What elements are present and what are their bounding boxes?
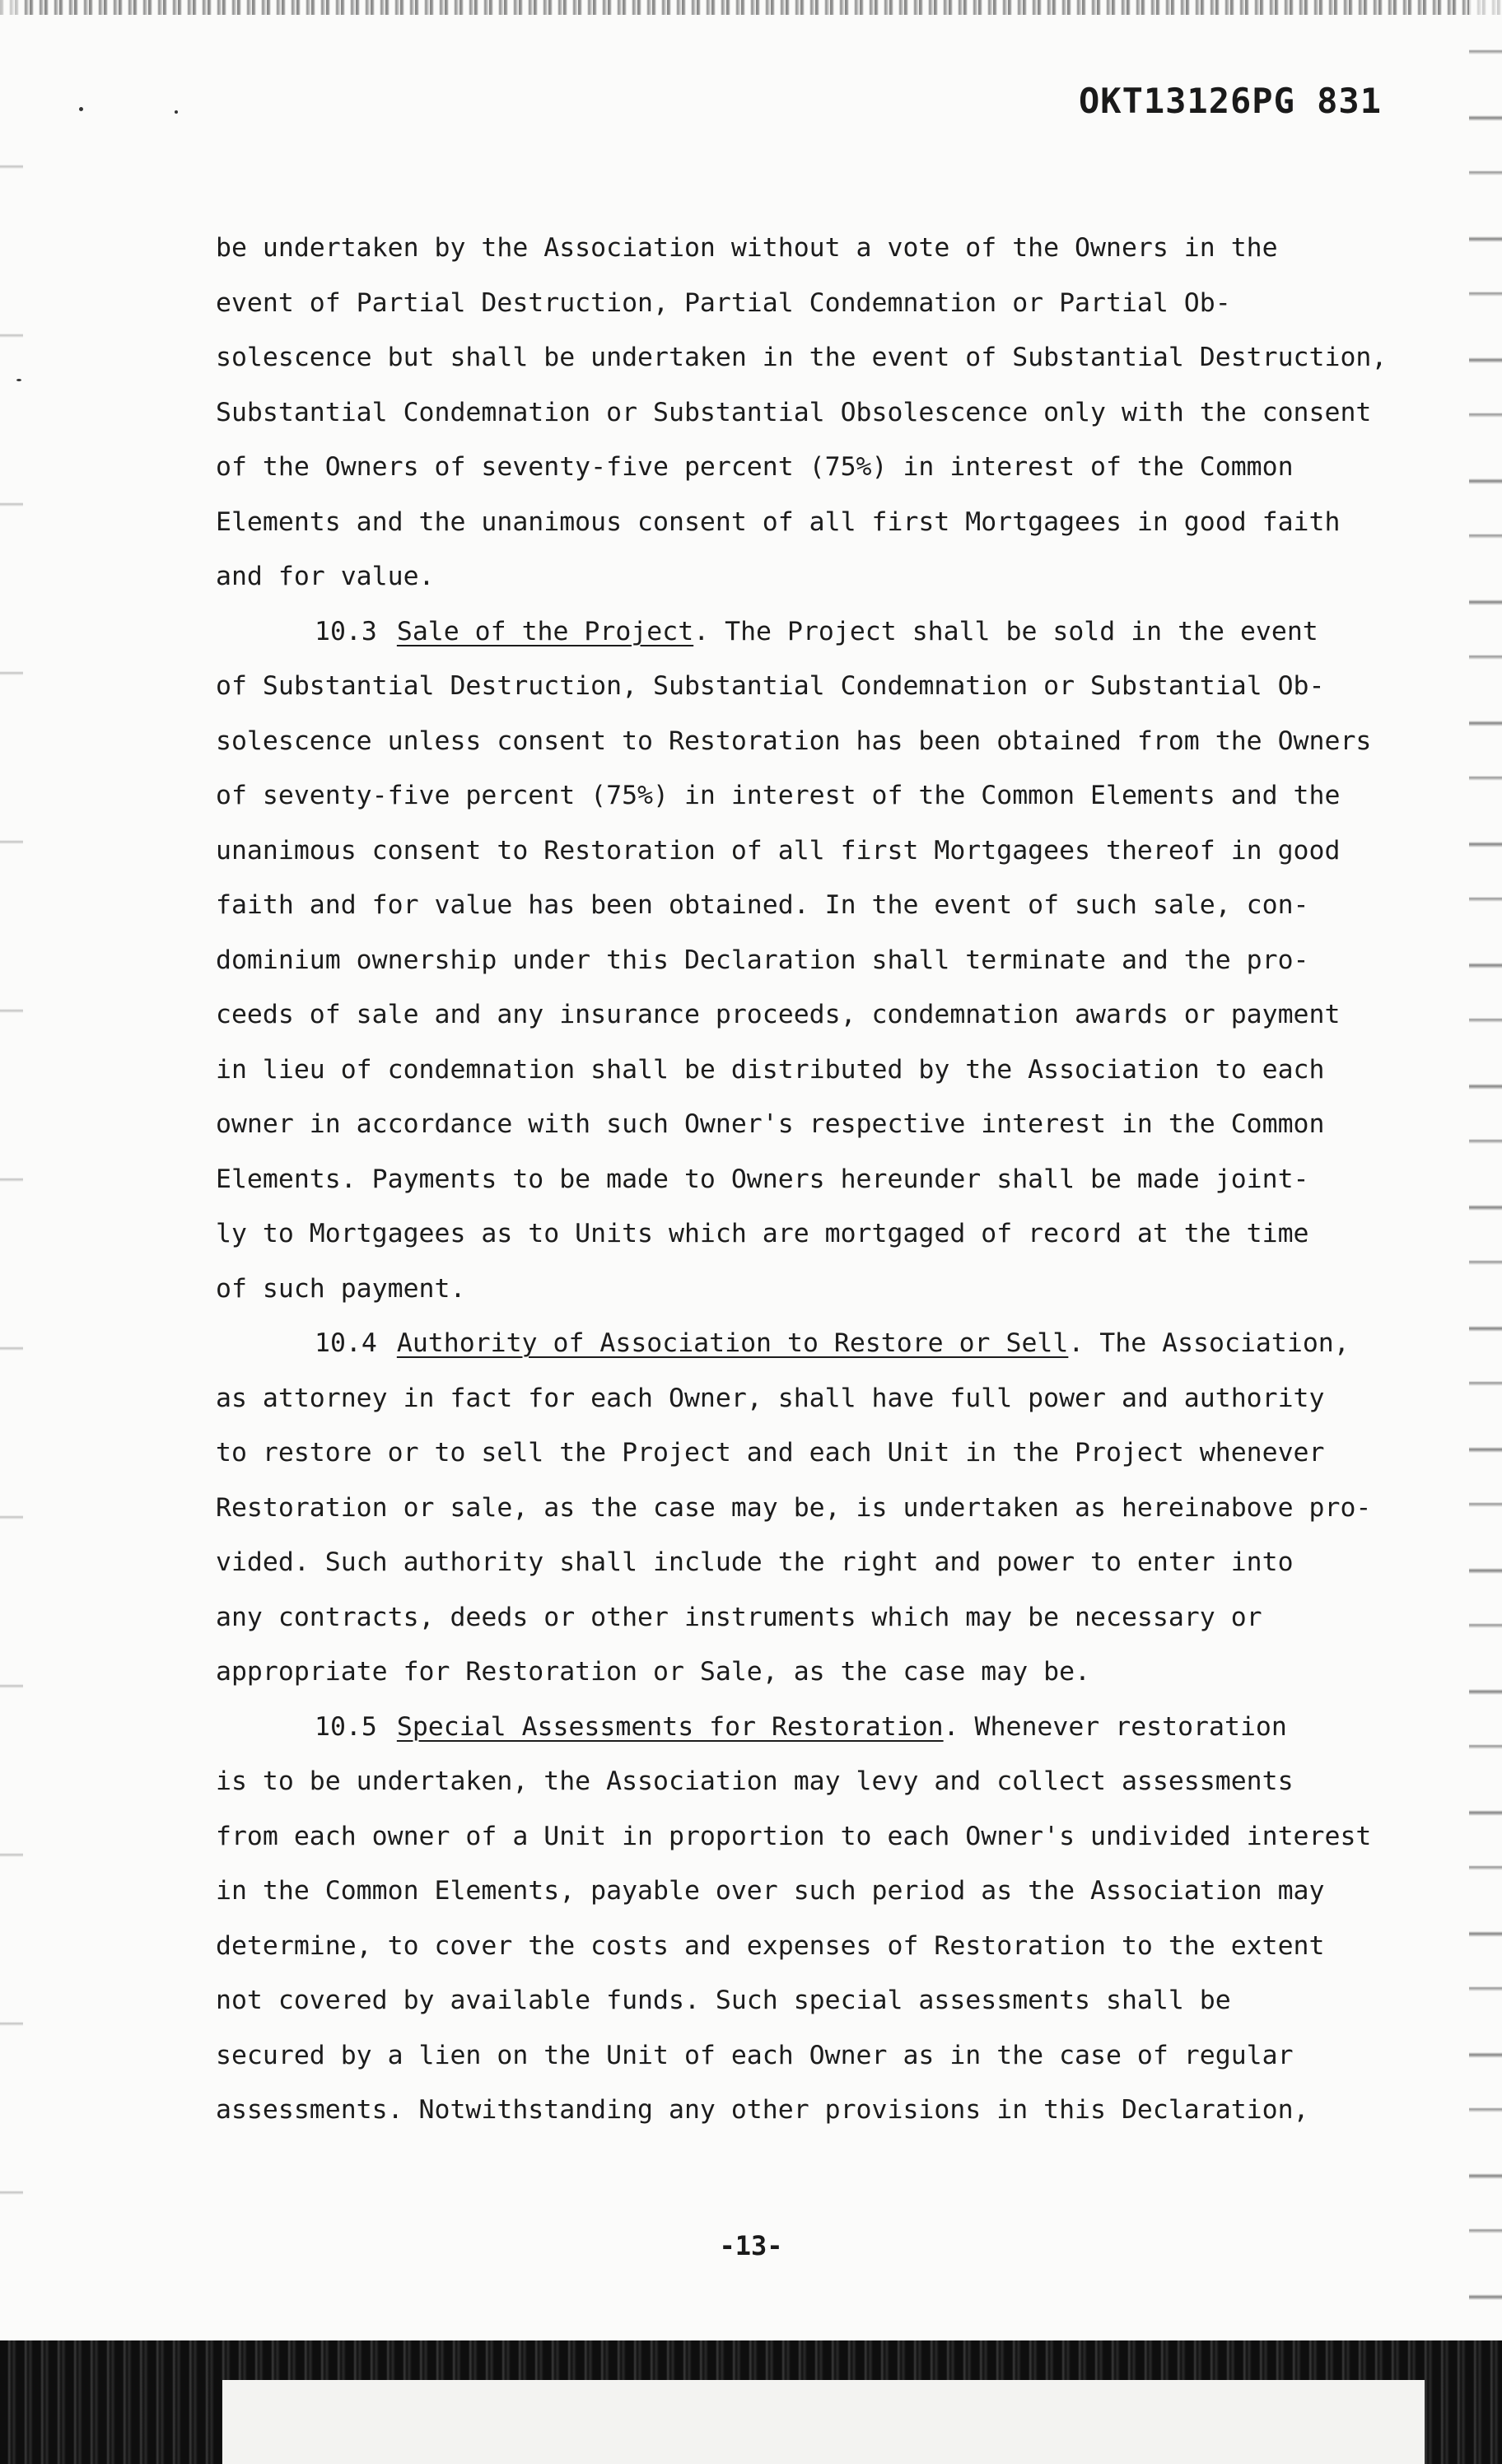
body-line: solescence unless consent to Restoration has been obtained from the Owners (216, 726, 1372, 756)
section-first-line-text: . The Association, (1068, 1328, 1350, 1358)
body-line: determine, to cover the costs and expenses of Restoration to the extent (216, 1930, 1325, 1961)
section-number: 10.3 (315, 616, 377, 646)
body-line: faith and for value has been obtained. In the event of such sale, con- (216, 890, 1309, 920)
body-line: as attorney in fact for each Owner, shall have full power and authority (216, 1383, 1325, 1413)
section-10-4-first-line (216, 1316, 1352, 1371)
body-line: any contracts, deeds or other instruments which may be necessary or (216, 1602, 1262, 1632)
scan-speck (175, 110, 178, 114)
body-line: in the Common Elements, payable over such period as the Association may (216, 1876, 1325, 1906)
section-heading: Sale of the Project (396, 616, 694, 646)
body-line: event of Partial Destruction, Partial Condemnation or Partial Ob- (216, 287, 1231, 318)
section-first-line-text: . The Project shall be sold in the event (693, 616, 1318, 646)
body-line: solescence but shall be undertaken in the event of Substantial Destruction, (216, 343, 1388, 372)
section-number: 10.5 (315, 1711, 377, 1742)
body-line: appropriate for Restoration or Sale, as the case may be. (216, 1657, 1091, 1687)
body-line: assessments. Notwithstanding any other provisions in this Declaration, (216, 2095, 1309, 2125)
body-line: Restoration or sale, as the case may be, is undertaken as hereinabove pro- (216, 1492, 1372, 1523)
section-10-5-first-line (216, 1700, 1352, 1755)
section-10-3-first-line (216, 604, 1352, 660)
body-line: Elements and the unanimous consent of all first Mortgagees in good faith (216, 506, 1341, 537)
body-line: be undertaken by the Association without a vote of the Owners in the (216, 233, 1278, 263)
section-heading: Special Assessments for Restoration (396, 1711, 944, 1742)
body-line: of Substantial Destruction, Substantial Condemnation or Substantial Ob- (216, 671, 1325, 701)
body-line: of such payment. (216, 1273, 466, 1304)
scan-edge-left (0, 0, 23, 2464)
body-line: of seventy-five percent (75%) in interest of the Common Elements and the (216, 781, 1341, 810)
scan-edge-top (0, 0, 1502, 15)
body-line: dominium ownership under this Declaration shall terminate and the pro- (216, 945, 1309, 975)
page-number: -13- (719, 2230, 783, 2261)
body-line: from each owner of a Unit in proportion to each Owner's undivided interest (216, 1821, 1372, 1851)
document-body (216, 221, 1388, 2138)
body-line: Elements. Payments to be made to Owners hereunder shall be made joint- (216, 1164, 1309, 1194)
body-line: in lieu of condemnation shall be distributed by the Association to each (216, 1054, 1325, 1085)
body-line: of the Owners of seventy-five percent (75%) in interest of the Common (216, 452, 1294, 482)
section-first-line-text: . Whenever restoration (943, 1711, 1287, 1742)
scan-speck (79, 107, 83, 111)
body-line: Substantial Condemnation or Substantial Obsolescence only with the consent (216, 397, 1372, 427)
body-line: not covered by available funds. Such special assessments shall be (216, 1986, 1231, 2015)
scan-edge-right (1469, 0, 1502, 2464)
body-line: ly to Mortgagees as to Units which are mortgaged of record at the time (216, 1219, 1309, 1248)
document-reference-number: OKT13126PG 831 (1079, 81, 1383, 121)
body-line: and for value. (216, 562, 435, 591)
section-heading: Authority of Association to Restore or Sell (396, 1328, 1069, 1358)
body-line: ceeds of sale and any insurance proceeds, condemnation awards or payment (216, 1000, 1341, 1029)
body-line: unanimous consent to Restoration of all first Mortgagees thereof in good (216, 835, 1341, 866)
body-line: owner in accordance with such Owner's respective interest in the Common (216, 1109, 1325, 1139)
section-number: 10.4 (315, 1328, 377, 1358)
body-line: is to be undertaken, the Association may levy and collect assessments (216, 1766, 1294, 1796)
scan-speck (16, 379, 21, 381)
body-line: secured by a lien on the Unit of each Owner as in the case of regular (216, 2040, 1294, 2070)
body-line: vided. Such authority shall include the right and power to enter into (216, 1547, 1294, 1577)
scan-bottom-paper-strip (222, 2380, 1425, 2464)
body-line: to restore or to sell the Project and each Unit in the Project whenever (216, 1438, 1325, 1468)
